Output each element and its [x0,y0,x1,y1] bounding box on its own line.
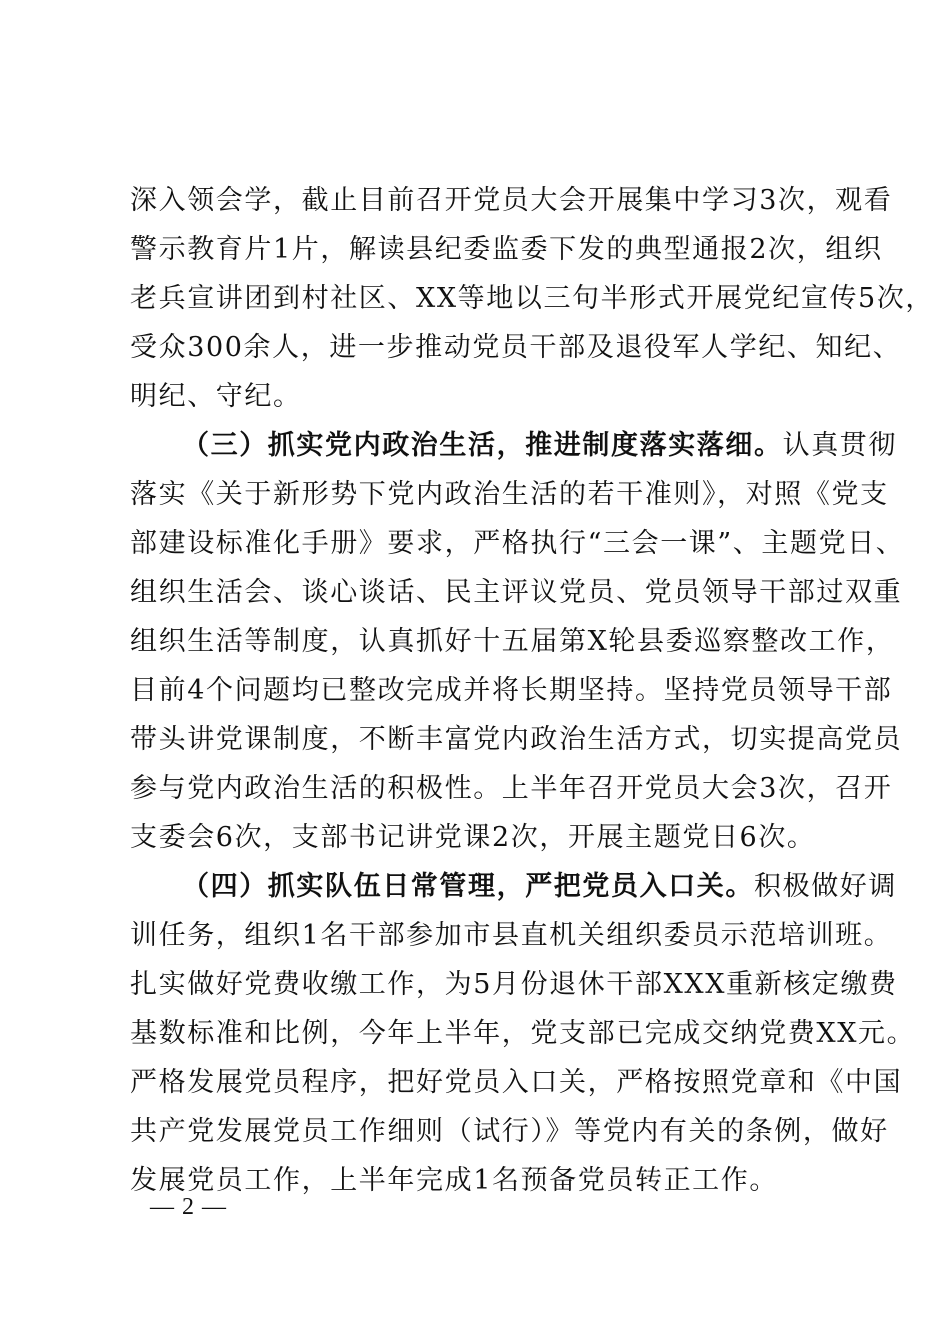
paragraph-line: 深入领会学，截止目前召开党员大会开展集中学习3次，观看 [130,185,893,216]
paragraph-line: 组织生活等制度，认真抓好十五届第X轮县委巡察整改工作， [130,626,895,657]
paragraph-line: 发展党员工作，上半年完成1名预备党员转正工作。 [130,1165,778,1196]
paragraph-line: 组织生活会、谈心谈话、民主评议党员、党员领导干部过双重 [130,577,903,608]
section-heading-line [182,429,898,463]
paragraph-line: 基数标准和比例，今年上半年，党支部已完成交纳党费XX元。 [130,1018,916,1049]
paragraph-line: 部建设标准化手册》要求，严格执行“三会一课”、主题党日、 [130,528,905,559]
paragraph-line: 老兵宣讲团到村社区、XX等地以三句半形式开展党纪宣传5次， [130,283,935,314]
paragraph-line: 落实《关于新形势下党内政治生活的若干准则》，对照《党支 [130,479,889,510]
page-number: — 2 — [150,1194,227,1220]
paragraph-line: 扎实做好党费收缴工作，为5月份退休干部XXX重新核定缴费 [130,969,898,1000]
paragraph-line: 带头讲党课制度，不断丰富党内政治生活方式，切实提高党员 [130,724,903,755]
paragraph-line: 受众300余人，进一步推动党员干部及退役军人学纪、知纪、 [130,332,902,363]
paragraph-text: 积极做好调 [754,871,897,902]
paragraph-line: 训任务，组织1名干部参加市县直机关组织委员示范培训班。 [130,920,893,951]
paragraph-line: 严格发展党员程序，把好党员入口关，严格按照党章和《中国 [130,1067,903,1098]
paragraph-line: 目前4个问题均已整改完成并将长期坚持。坚持党员领导干部 [130,675,893,706]
paragraph-text: 认真贯彻 [782,430,898,461]
paragraph-line: 参与党内政治生活的积极性。上半年召开党员大会3次，召开 [130,773,893,804]
paragraph-line: 共产党发展党员工作细则（试行）》等党内有关的条例，做好 [130,1116,889,1147]
section-heading: （三）抓实党内政治生活，推进制度落实落细。 [182,430,783,461]
paragraph-line: 支委会6次，支部书记讲党课2次，开展主题党日6次。 [130,822,816,853]
paragraph-line: 明纪、守纪。 [130,381,302,412]
section-heading: （四）抓实队伍日常管理，严把党员入口关。 [182,871,754,902]
section-heading-line [182,870,897,904]
paragraph-line: 警示教育片1片，解读县纪委监委下发的典型通报2次，组织 [130,234,883,265]
